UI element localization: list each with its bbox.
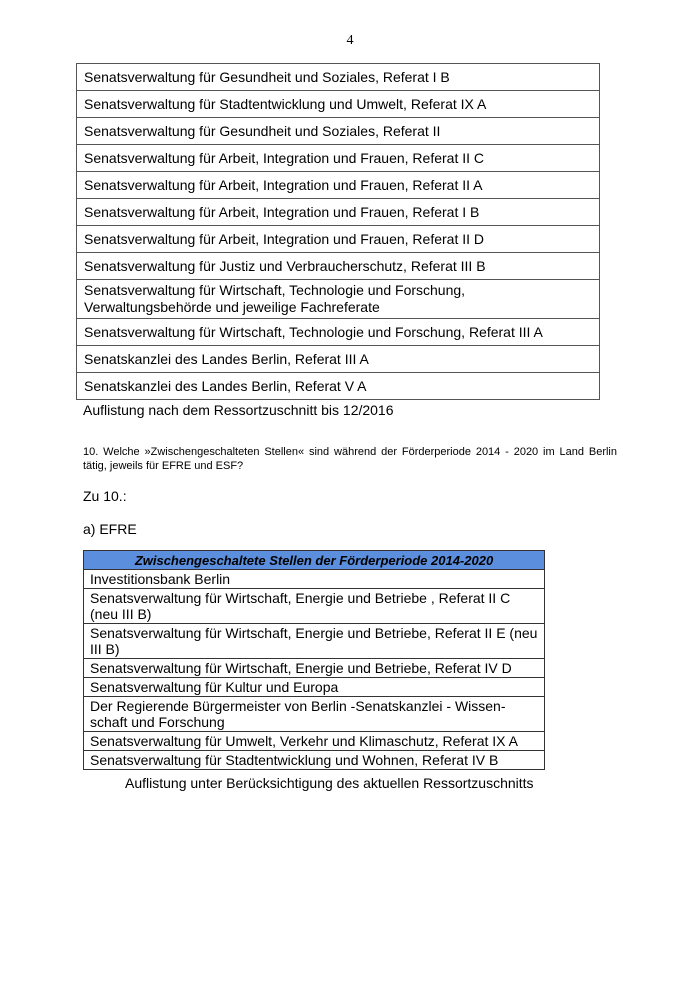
table-row	[84, 659, 545, 678]
table-row	[84, 697, 545, 732]
table-row	[77, 280, 600, 319]
table-cell: Senatsverwaltung für Arbeit, Integration und Frauen, Referat II A	[77, 172, 600, 199]
table-cell: Investitionsbank Berlin	[84, 570, 545, 589]
table-cell: Senatsverwaltung für Justiz und Verbraucherschutz, Referat III B	[77, 253, 600, 280]
table-cell: Senatsverwaltung für Stadtentwicklung und Wohnen, Referat IV B	[84, 751, 545, 770]
table-header-row	[84, 551, 545, 570]
table-row	[77, 373, 600, 400]
table-row	[77, 118, 600, 145]
table-header: Zwischengeschaltete Stellen der Förderperiode 2014-2020	[84, 551, 545, 570]
table-cell: Senatsverwaltung für Umwelt, Verkehr und Klimaschutz, Referat IX A	[84, 732, 545, 751]
page-number: 4	[346, 33, 354, 48]
table1-caption: Auflistung nach dem Ressortzuschnitt bis 12/2016	[83, 402, 394, 418]
table-row	[77, 226, 600, 253]
table-row	[77, 346, 600, 373]
table-cell: Senatskanzlei des Landes Berlin, Referat V A	[77, 373, 600, 400]
table-cell: Senatsverwaltung für Wirtschaft, Energie und Betriebe, Referat II E (neu III B)	[84, 624, 545, 659]
table-cell: Senatsverwaltung für Gesundheit und Soziales, Referat I B	[77, 64, 600, 91]
table-row	[84, 589, 545, 624]
table-row	[84, 751, 545, 770]
table-row	[77, 253, 600, 280]
table-row	[77, 145, 600, 172]
table-row	[84, 678, 545, 697]
section-subheading: a) EFRE	[83, 521, 137, 537]
table-cell: Senatsverwaltung für Wirtschaft, Technologie und Forschung, Referat III A	[77, 319, 600, 346]
table-row	[84, 624, 545, 659]
table-row	[77, 64, 600, 91]
question-text: 10. Welche »Zwischengeschalteten Stellen« sind während der Förderperiode 2014 - 2020 im Land Berlin tätig, jeweils für EFRE und ESF?	[83, 446, 617, 472]
table-cell: Senatsverwaltung für Arbeit, Integration und Frauen, Referat II D	[77, 226, 600, 253]
table-cell: Der Regierende Bürgermeister von Berlin -Senatskanzlei - Wissen-schaft und Forschung	[84, 697, 545, 732]
table2-caption: Auflistung unter Berücksichtigung des aktuellen Ressortzuschnitts	[125, 775, 534, 791]
table-row	[77, 91, 600, 118]
table-cell: Senatsverwaltung für Gesundheit und Soziales, Referat II	[77, 118, 600, 145]
answer-label: Zu 10.:	[83, 488, 127, 504]
table-cell: Senatskanzlei des Landes Berlin, Referat III A	[77, 346, 600, 373]
table-cell: Senatsverwaltung für Wirtschaft, Energie und Betriebe, Referat IV D	[84, 659, 545, 678]
table-cell: Senatsverwaltung für Wirtschaft, Energie und Betriebe , Referat II C (neu III B)	[84, 589, 545, 624]
table-row	[84, 732, 545, 751]
table-row	[77, 199, 600, 226]
table-row	[77, 172, 600, 199]
table-cell: Senatsverwaltung für Wirtschaft, Technologie und Forschung, Verwaltungsbehörde und jeweilige Fachreferate	[77, 280, 600, 319]
table-cell: Senatsverwaltung für Kultur und Europa	[84, 678, 545, 697]
table-cell: Senatsverwaltung für Stadtentwicklung und Umwelt, Referat IX A	[77, 91, 600, 118]
intermediate-bodies-table	[83, 550, 545, 770]
table-cell: Senatsverwaltung für Arbeit, Integration und Frauen, Referat II C	[77, 145, 600, 172]
table-cell: Senatsverwaltung für Arbeit, Integration und Frauen, Referat I B	[77, 199, 600, 226]
table-row	[77, 319, 600, 346]
table-row	[84, 570, 545, 589]
ressort-table-previous	[76, 63, 600, 400]
